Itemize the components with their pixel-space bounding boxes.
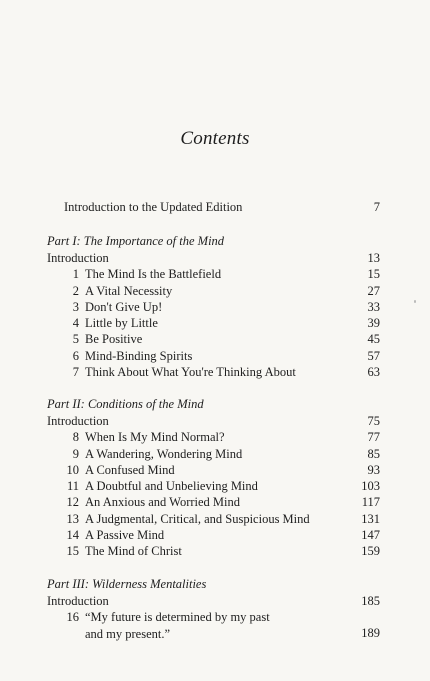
toc-row-title: Little by Little — [85, 316, 158, 331]
toc-row-number: 10 — [66, 462, 79, 477]
toc-row-title: A Passive Mind — [85, 528, 165, 543]
toc-row — [47, 446, 380, 462]
toc-row-page: 15 — [367, 267, 380, 282]
toc-row-title: When Is My Mind Normal? — [85, 430, 225, 445]
toc-row — [47, 511, 380, 527]
part-2 — [47, 396, 380, 560]
toc-row-page: 63 — [367, 365, 380, 380]
toc-row — [47, 364, 380, 380]
toc-row-title-line-1: “My future is determined by my past — [85, 610, 270, 625]
toc-row-page: 93 — [367, 462, 380, 477]
toc-row-number: 1 — [72, 267, 79, 282]
toc-row-title: A Judgmental, Critical, and Suspicious Mind — [85, 511, 310, 526]
part-title: Part II: Conditions of the Mind — [47, 397, 204, 411]
toc-row-page: 189 — [361, 626, 380, 641]
toc-row-title: A Doubtful and Unbelieving Mind — [85, 479, 258, 494]
toc-row-page: 75 — [367, 414, 380, 428]
toc-row-number: 8 — [72, 430, 79, 445]
toc-row-title: Introduction — [47, 594, 109, 608]
toc-row — [47, 413, 380, 429]
part-3 — [47, 576, 380, 641]
toc-row — [47, 494, 380, 510]
toc-row-page: 85 — [367, 446, 380, 461]
toc-row-title: Mind-Binding Spirits — [85, 348, 193, 363]
toc-row — [47, 429, 380, 445]
toc-row-page: 57 — [367, 348, 380, 363]
toc-row — [47, 331, 380, 347]
toc-row — [47, 527, 380, 543]
toc-row-page: 159 — [361, 544, 380, 559]
part-title: Part I: The Importance of the Mind — [47, 234, 225, 248]
toc-row-title: The Mind Is the Battlefield — [85, 267, 222, 282]
toc-row-number: 7 — [72, 365, 79, 380]
toc-row-title: Be Positive — [85, 332, 143, 347]
toc-row — [47, 609, 380, 641]
toc-row-title: Introduction — [47, 251, 109, 265]
toc-row-number: 2 — [72, 283, 79, 298]
toc-row-page: 117 — [361, 495, 380, 510]
toc-row — [47, 462, 380, 478]
toc-row-page: 103 — [361, 479, 380, 494]
toc-row-title — [85, 609, 270, 642]
toc-row-number: 3 — [72, 299, 79, 314]
toc-row — [47, 348, 380, 364]
toc-row-page: 13 — [367, 251, 380, 265]
toc-row-page: 77 — [367, 430, 380, 445]
toc-row — [47, 266, 380, 282]
toc-row-number: 4 — [72, 316, 79, 331]
toc-row-title: A Wandering, Wondering Mind — [85, 446, 243, 461]
toc-row — [47, 478, 380, 494]
toc-row — [47, 283, 380, 299]
toc-row-page: 27 — [367, 283, 380, 298]
toc-row-title: A Confused Mind — [85, 462, 175, 477]
toc-row-page: 39 — [367, 316, 380, 331]
toc-row — [47, 299, 380, 315]
toc-row-number: 5 — [72, 332, 79, 347]
toc-row-title-line-2: and my present.” — [85, 626, 171, 641]
toc-intro-title: Introduction to the Updated Edition — [64, 200, 243, 214]
toc-row-page: 45 — [367, 332, 380, 347]
toc-row-title: An Anxious and Worried Mind — [85, 495, 241, 510]
toc-row — [47, 543, 380, 559]
toc-row-number: 13 — [66, 511, 79, 526]
toc-row-title: A Vital Necessity — [85, 283, 173, 298]
toc-intro-page: 7 — [373, 200, 380, 214]
part-title: Part III: Wilderness Mentalities — [47, 577, 207, 591]
toc-row-number: 16 — [66, 610, 79, 625]
toc-row-number: 14 — [66, 528, 79, 543]
toc-row — [47, 593, 380, 609]
toc-row — [47, 250, 380, 266]
toc-row-number: 11 — [66, 479, 79, 494]
toc-intro-row — [64, 200, 380, 215]
part-1 — [47, 233, 380, 380]
toc-row-page: 131 — [361, 511, 380, 526]
toc-row-number: 15 — [66, 544, 79, 559]
toc-row-number: 9 — [72, 446, 79, 461]
toc-row-title: Don't Give Up! — [85, 299, 163, 314]
contents-title: Contents — [180, 128, 250, 149]
toc-row-number: 6 — [72, 348, 79, 363]
toc-row-title: Think About What You're Thinking About — [85, 365, 296, 380]
paper-speck — [414, 300, 416, 303]
toc-row — [47, 315, 380, 331]
toc-row-page: 33 — [367, 299, 380, 314]
toc-row-title: Introduction — [47, 414, 109, 428]
toc-row-page: 185 — [361, 594, 380, 608]
toc-row-number: 12 — [66, 495, 79, 510]
toc-row-page: 147 — [361, 528, 380, 543]
toc-row-title: The Mind of Christ — [85, 544, 182, 559]
